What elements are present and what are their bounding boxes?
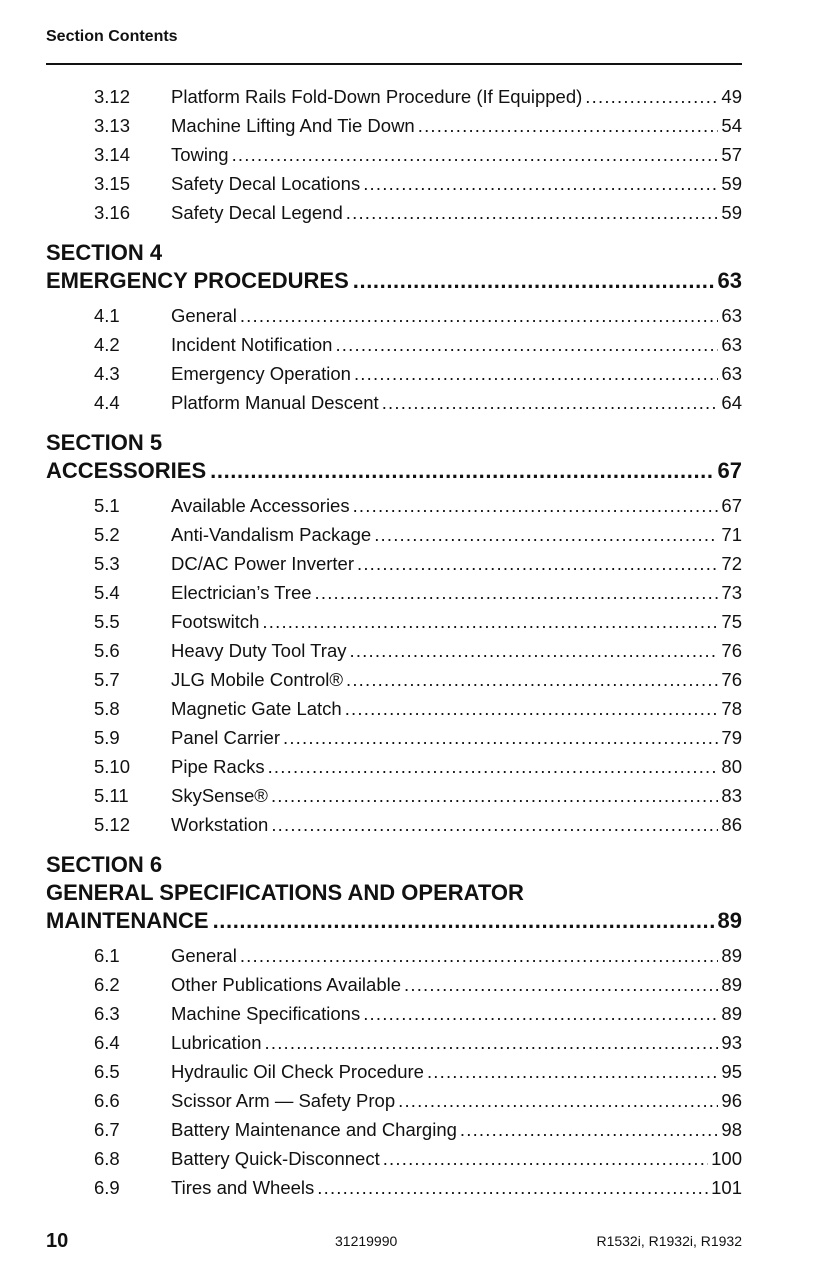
dot-leader bbox=[268, 752, 719, 781]
toc-entry-title: Incident Notification bbox=[171, 334, 333, 355]
dot-leader bbox=[213, 907, 714, 935]
toc-entry-page: 54 bbox=[721, 115, 742, 136]
toc-entry-number: 5.3 bbox=[94, 553, 120, 574]
dot-leader bbox=[271, 781, 718, 810]
toc-entry-number: 5.7 bbox=[94, 669, 120, 690]
toc-entry-number: 6.2 bbox=[94, 974, 120, 995]
toc-entry-number: 3.14 bbox=[94, 144, 131, 165]
toc-entry[interactable] bbox=[46, 636, 742, 665]
dot-leader bbox=[262, 607, 718, 636]
toc-entry-number: 5.9 bbox=[94, 727, 120, 748]
toc-entry-page: 100 bbox=[711, 1148, 742, 1169]
dot-leader bbox=[346, 665, 718, 694]
toc-entry-number: 5.5 bbox=[94, 611, 120, 632]
section-title-row bbox=[46, 457, 742, 485]
toc-entry-number: 6.3 bbox=[94, 1003, 120, 1024]
toc-entry-page: 93 bbox=[721, 1032, 742, 1053]
toc-entry-title: Machine Specifications bbox=[171, 1003, 361, 1024]
toc-entry-title: Available Accessories bbox=[171, 495, 350, 516]
toc-entry-number: 3.15 bbox=[94, 173, 131, 194]
toc-entry-number: 5.6 bbox=[94, 640, 120, 661]
toc-entry-page: 59 bbox=[721, 173, 742, 194]
toc-entry[interactable] bbox=[46, 359, 742, 388]
page-footer bbox=[46, 1230, 742, 1252]
dot-leader bbox=[382, 388, 719, 417]
toc-entry[interactable] bbox=[46, 1086, 742, 1115]
toc-entry-title: Platform Rails Fold-Down Procedure (If Equipped) bbox=[171, 86, 583, 107]
section-heading-line: SECTION 5 bbox=[46, 430, 163, 455]
model-numbers: R1532i, R1932i, R1932 bbox=[596, 1233, 742, 1249]
toc-entry[interactable] bbox=[46, 330, 742, 359]
toc-entry-page: 80 bbox=[721, 756, 742, 777]
toc-entry[interactable] bbox=[46, 1173, 742, 1202]
toc-entry-title: General bbox=[171, 945, 237, 966]
toc-entry[interactable] bbox=[46, 941, 742, 970]
toc-entry-number: 5.1 bbox=[94, 495, 120, 516]
section-page: 89 bbox=[717, 908, 742, 933]
toc-entry-number: 3.13 bbox=[94, 115, 131, 136]
toc-entry-number: 3.12 bbox=[94, 86, 131, 107]
toc-entry-number: 4.2 bbox=[94, 334, 120, 355]
toc-entry-title: SkySense® bbox=[171, 785, 268, 806]
toc-entry-number: 6.8 bbox=[94, 1148, 120, 1169]
toc-entry-page: 71 bbox=[721, 524, 742, 545]
table-of-contents bbox=[46, 82, 742, 1202]
dot-leader bbox=[271, 810, 718, 839]
toc-entry-number: 6.1 bbox=[94, 945, 120, 966]
toc-entry-title: Anti-Vandalism Package bbox=[171, 524, 372, 545]
section-heading-line: SECTION 4 bbox=[46, 240, 163, 265]
section-title: ACCESSORIES bbox=[46, 458, 207, 483]
toc-entry-page: 89 bbox=[721, 945, 742, 966]
toc-entry-page: 59 bbox=[721, 202, 742, 223]
toc-entry-page: 98 bbox=[721, 1119, 742, 1140]
toc-entry-title: Electrician’s Tree bbox=[171, 582, 312, 603]
dot-leader bbox=[240, 941, 719, 970]
section-page: 63 bbox=[717, 268, 742, 293]
toc-entry-page: 89 bbox=[721, 1003, 742, 1024]
toc-entry-title: Safety Decal Legend bbox=[171, 202, 343, 223]
toc-entry-page: 75 bbox=[721, 611, 742, 632]
toc-entry-title: General bbox=[171, 305, 237, 326]
section-heading[interactable] bbox=[46, 429, 742, 485]
toc-entry-number: 4.1 bbox=[94, 305, 120, 326]
toc-entry-page: 78 bbox=[721, 698, 742, 719]
dot-leader bbox=[349, 636, 718, 665]
toc-entry-title: Safety Decal Locations bbox=[171, 173, 361, 194]
toc-entry-number: 5.12 bbox=[94, 814, 131, 835]
dot-leader bbox=[283, 723, 718, 752]
toc-entry-title: Battery Quick-Disconnect bbox=[171, 1148, 380, 1169]
toc-entry-number: 4.3 bbox=[94, 363, 120, 384]
toc-entry-page: 63 bbox=[721, 363, 742, 384]
toc-entry-number: 6.7 bbox=[94, 1119, 120, 1140]
dot-leader bbox=[346, 198, 719, 227]
toc-entry-page: 86 bbox=[721, 814, 742, 835]
toc-entry-title: Footswitch bbox=[171, 611, 260, 632]
toc-entry-page: 76 bbox=[721, 669, 742, 690]
dot-leader bbox=[353, 491, 719, 520]
toc-entry-number: 6.9 bbox=[94, 1177, 120, 1198]
toc-entry[interactable] bbox=[46, 999, 742, 1028]
header-divider bbox=[46, 63, 742, 65]
dot-leader bbox=[210, 457, 713, 485]
dot-leader bbox=[363, 169, 718, 198]
section-title: MAINTENANCE bbox=[46, 908, 209, 933]
toc-entry[interactable] bbox=[46, 520, 742, 549]
toc-entry-page: 72 bbox=[721, 553, 742, 574]
toc-entry-title: Magnetic Gate Latch bbox=[171, 698, 342, 719]
toc-entry-number: 6.4 bbox=[94, 1032, 120, 1053]
dot-leader bbox=[353, 267, 714, 295]
toc-entry[interactable] bbox=[46, 198, 742, 227]
toc-entry[interactable] bbox=[46, 970, 742, 999]
toc-entry-title: Other Publications Available bbox=[171, 974, 402, 995]
dot-leader bbox=[427, 1057, 718, 1086]
toc-entry[interactable] bbox=[46, 1028, 742, 1057]
section-heading-line: SECTION 6 bbox=[46, 852, 163, 877]
toc-entry-number: 5.8 bbox=[94, 698, 120, 719]
dot-leader bbox=[460, 1115, 719, 1144]
toc-entry-page: 63 bbox=[721, 334, 742, 355]
toc-entry-number: 5.10 bbox=[94, 756, 131, 777]
toc-entry-title: Panel Carrier bbox=[171, 727, 280, 748]
toc-entry[interactable] bbox=[46, 723, 742, 752]
toc-entry-title: Hydraulic Oil Check Procedure bbox=[171, 1061, 424, 1082]
toc-entry[interactable] bbox=[46, 301, 742, 330]
toc-entry-page: 96 bbox=[721, 1090, 742, 1111]
dot-leader bbox=[265, 1028, 719, 1057]
toc-entry[interactable] bbox=[46, 82, 742, 111]
toc-entry[interactable] bbox=[46, 578, 742, 607]
toc-entry-page: 95 bbox=[721, 1061, 742, 1082]
toc-entry-title: Machine Lifting And Tie Down bbox=[171, 115, 415, 136]
toc-entry-page: 67 bbox=[721, 495, 742, 516]
dot-leader bbox=[240, 301, 719, 330]
toc-entry[interactable] bbox=[46, 665, 742, 694]
toc-entry[interactable] bbox=[46, 752, 742, 781]
toc-entry-page: 64 bbox=[721, 392, 742, 413]
toc-entry-title: Pipe Racks bbox=[171, 756, 265, 777]
toc-entry-number: 5.4 bbox=[94, 582, 120, 603]
toc-entry-number: 5.11 bbox=[94, 785, 129, 806]
toc-entry-title: Tires and Wheels bbox=[171, 1177, 315, 1198]
toc-entry-page: 57 bbox=[721, 144, 742, 165]
toc-entry[interactable] bbox=[46, 810, 742, 839]
dot-leader bbox=[398, 1086, 718, 1115]
toc-entry[interactable] bbox=[46, 1115, 742, 1144]
dot-leader bbox=[363, 999, 718, 1028]
toc-entry[interactable] bbox=[46, 694, 742, 723]
toc-entry[interactable] bbox=[46, 111, 742, 140]
page-number: 10 bbox=[46, 1230, 69, 1252]
toc-entry-page: 79 bbox=[721, 727, 742, 748]
document-number: 31219990 bbox=[335, 1233, 398, 1249]
toc-entry[interactable] bbox=[46, 491, 742, 520]
toc-entry[interactable] bbox=[46, 607, 742, 636]
toc-entry[interactable] bbox=[46, 781, 742, 810]
toc-entry[interactable] bbox=[46, 549, 742, 578]
toc-entry-page: 83 bbox=[721, 785, 742, 806]
toc-entry-page: 49 bbox=[721, 86, 742, 107]
dot-leader bbox=[345, 694, 719, 723]
section-title-row bbox=[46, 907, 742, 935]
dot-leader bbox=[585, 82, 718, 111]
dot-leader bbox=[317, 1173, 708, 1202]
toc-entry-number: 6.6 bbox=[94, 1090, 120, 1111]
toc-entry[interactable] bbox=[46, 1057, 742, 1086]
toc-entry-number: 6.5 bbox=[94, 1061, 120, 1082]
toc-entry-page: 76 bbox=[721, 640, 742, 661]
section-contents-header: Section Contents bbox=[46, 28, 178, 45]
toc-entry-title: Towing bbox=[171, 144, 229, 165]
toc-entry-title: DC/AC Power Inverter bbox=[171, 553, 354, 574]
toc-entry-page: 101 bbox=[711, 1177, 742, 1198]
toc-entry-title: Emergency Operation bbox=[171, 363, 351, 384]
toc-entry-number: 3.16 bbox=[94, 202, 131, 223]
section-page: 67 bbox=[717, 458, 742, 483]
toc-entry[interactable] bbox=[46, 140, 742, 169]
toc-entry-page: 73 bbox=[721, 582, 742, 603]
section-heading[interactable] bbox=[46, 239, 742, 295]
toc-entry-title: Scissor Arm — Safety Prop bbox=[171, 1090, 396, 1111]
dot-leader bbox=[232, 140, 719, 169]
toc-entry-page: 63 bbox=[721, 305, 742, 326]
dot-leader bbox=[383, 1144, 708, 1173]
dot-leader bbox=[315, 578, 719, 607]
toc-entry[interactable] bbox=[46, 1144, 742, 1173]
dot-leader bbox=[335, 330, 718, 359]
dot-leader bbox=[418, 111, 719, 140]
toc-entry-title: Lubrication bbox=[171, 1032, 262, 1053]
toc-entry-number: 5.2 bbox=[94, 524, 120, 545]
toc-entry-title: Battery Maintenance and Charging bbox=[171, 1119, 457, 1140]
dot-leader bbox=[404, 970, 718, 999]
toc-entry-title: Workstation bbox=[171, 814, 269, 835]
toc-entry-title: JLG Mobile Control® bbox=[171, 669, 343, 690]
toc-entry-number: 4.4 bbox=[94, 392, 120, 413]
dot-leader bbox=[357, 549, 718, 578]
dot-leader bbox=[354, 359, 718, 388]
dot-leader bbox=[374, 520, 718, 549]
section-title-row bbox=[46, 267, 742, 295]
toc-entry-title: Heavy Duty Tool Tray bbox=[171, 640, 347, 661]
toc-entry-page: 89 bbox=[721, 974, 742, 995]
toc-entry-title: Platform Manual Descent bbox=[171, 392, 379, 413]
section-heading[interactable] bbox=[46, 851, 742, 935]
toc-entry[interactable] bbox=[46, 388, 742, 417]
section-heading-line: GENERAL SPECIFICATIONS AND OPERATOR bbox=[46, 880, 524, 905]
section-title: EMERGENCY PROCEDURES bbox=[46, 268, 349, 293]
toc-entry[interactable] bbox=[46, 169, 742, 198]
